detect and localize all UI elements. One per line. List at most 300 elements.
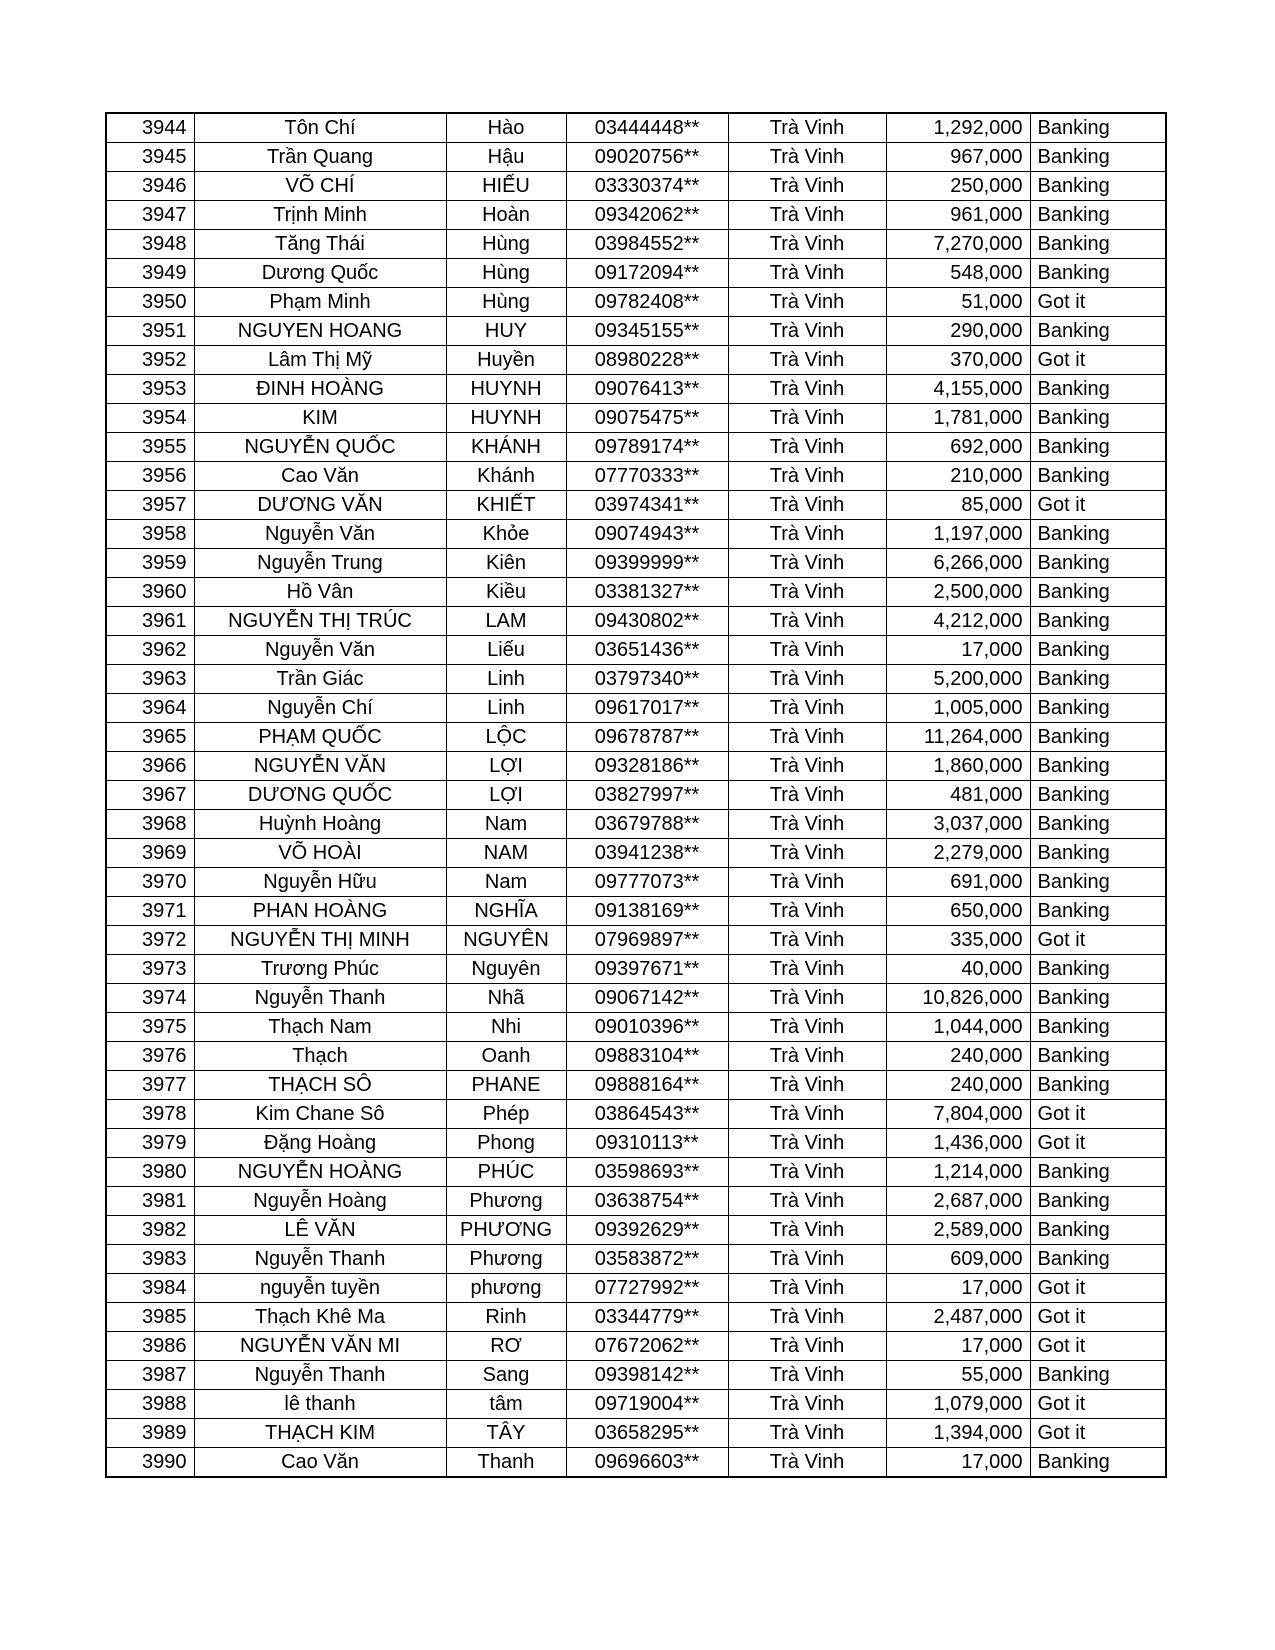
amount-cell: 2,687,000 [886,1187,1030,1216]
row-id: 3946 [106,172,194,201]
row-id: 3957 [106,491,194,520]
amount-cell: 17,000 [886,1448,1030,1478]
row-id: 3956 [106,462,194,491]
amount-cell: 2,279,000 [886,839,1030,868]
given-name-cell: Hùng [446,259,566,288]
province-cell: Trà Vinh [728,172,886,201]
phone-cell: 09883104** [566,1042,728,1071]
table-row [106,230,1166,259]
row-id: 3979 [106,1129,194,1158]
province-cell: Trà Vinh [728,1013,886,1042]
given-name-cell: HIẾU [446,172,566,201]
phone-cell: 03941238** [566,839,728,868]
table-row [106,143,1166,172]
row-id: 3970 [106,868,194,897]
payment-method-cell: Banking [1030,520,1166,549]
row-id: 3955 [106,433,194,462]
row-id: 3988 [106,1390,194,1419]
table-row [106,1129,1166,1158]
payment-method-cell: Banking [1030,694,1166,723]
surname-cell: Phạm Minh [194,288,446,317]
phone-cell: 09617017** [566,694,728,723]
province-cell: Trà Vinh [728,317,886,346]
phone-cell: 09789174** [566,433,728,462]
row-id: 3967 [106,781,194,810]
given-name-cell: Hào [446,113,566,143]
table-row [106,1332,1166,1361]
payment-method-cell: Banking [1030,839,1166,868]
given-name-cell: Liếu [446,636,566,665]
given-name-cell: Kiều [446,578,566,607]
phone-cell: 09310113** [566,1129,728,1158]
table-row [106,752,1166,781]
payment-method-cell: Banking [1030,897,1166,926]
province-cell: Trà Vinh [728,230,886,259]
row-id: 3950 [106,288,194,317]
payment-method-cell: Banking [1030,1071,1166,1100]
phone-cell: 09010396** [566,1013,728,1042]
table-row [106,375,1166,404]
surname-cell: Nguyễn Thanh [194,984,446,1013]
amount-cell: 4,212,000 [886,607,1030,636]
row-id: 3973 [106,955,194,984]
phone-cell: 03658295** [566,1419,728,1448]
table-row [106,1071,1166,1100]
phone-cell: 09777073** [566,868,728,897]
province-cell: Trà Vinh [728,636,886,665]
phone-cell: 09397671** [566,955,728,984]
payment-method-cell: Banking [1030,1361,1166,1390]
surname-cell: Hồ Vân [194,578,446,607]
amount-cell: 481,000 [886,781,1030,810]
surname-cell: Trần Giác [194,665,446,694]
surname-cell: PHẠM QUỐC [194,723,446,752]
phone-cell: 09075475** [566,404,728,433]
province-cell: Trà Vinh [728,462,886,491]
phone-cell: 09398142** [566,1361,728,1390]
table-row [106,984,1166,1013]
given-name-cell: Phương [446,1187,566,1216]
province-cell: Trà Vinh [728,578,886,607]
payment-method-cell: Banking [1030,317,1166,346]
row-id: 3968 [106,810,194,839]
payment-method-cell: Banking [1030,781,1166,810]
payment-method-cell: Got it [1030,1100,1166,1129]
surname-cell: Dương Quốc [194,259,446,288]
row-id: 3966 [106,752,194,781]
given-name-cell: PHÚC [446,1158,566,1187]
given-name-cell: LỢI [446,781,566,810]
row-id: 3959 [106,549,194,578]
phone-cell: 07770333** [566,462,728,491]
row-id: 3960 [106,578,194,607]
given-name-cell: Phương [446,1245,566,1274]
table-row [106,1419,1166,1448]
province-cell: Trà Vinh [728,201,886,230]
province-cell: Trà Vinh [728,143,886,172]
province-cell: Trà Vinh [728,1187,886,1216]
given-name-cell: LỘC [446,723,566,752]
phone-cell: 09345155** [566,317,728,346]
given-name-cell: Rinh [446,1303,566,1332]
phone-cell: 09342062** [566,201,728,230]
province-cell: Trà Vinh [728,549,886,578]
payment-method-cell: Banking [1030,1158,1166,1187]
row-id: 3949 [106,259,194,288]
amount-cell: 1,860,000 [886,752,1030,781]
phone-cell: 09328186** [566,752,728,781]
payment-method-cell: Banking [1030,723,1166,752]
phone-cell: 09067142** [566,984,728,1013]
amount-cell: 609,000 [886,1245,1030,1274]
given-name-cell: LAM [446,607,566,636]
province-cell: Trà Vinh [728,1042,886,1071]
province-cell: Trà Vinh [728,665,886,694]
payment-method-cell: Banking [1030,1042,1166,1071]
table-row [106,1013,1166,1042]
surname-cell: DƯƠNG VĂN [194,491,446,520]
payment-method-cell: Got it [1030,288,1166,317]
given-name-cell: NGHĨA [446,897,566,926]
table-row [106,1042,1166,1071]
province-cell: Trà Vinh [728,1274,886,1303]
amount-cell: 370,000 [886,346,1030,375]
payment-method-cell: Banking [1030,375,1166,404]
province-cell: Trà Vinh [728,1303,886,1332]
table-row [106,201,1166,230]
payment-method-cell: Got it [1030,1390,1166,1419]
given-name-cell: Oanh [446,1042,566,1071]
phone-cell: 03797340** [566,665,728,694]
payment-method-cell: Banking [1030,607,1166,636]
province-cell: Trà Vinh [728,781,886,810]
payment-method-cell: Banking [1030,172,1166,201]
payment-method-cell: Got it [1030,1332,1166,1361]
province-cell: Trà Vinh [728,1448,886,1478]
amount-cell: 1,214,000 [886,1158,1030,1187]
table-row [106,955,1166,984]
amount-cell: 1,394,000 [886,1419,1030,1448]
table-row [106,1448,1166,1478]
surname-cell: Cao Văn [194,1448,446,1478]
surname-cell: NGUYỄN HOÀNG [194,1158,446,1187]
surname-cell: ĐINH HOÀNG [194,375,446,404]
amount-cell: 51,000 [886,288,1030,317]
table-row [106,1303,1166,1332]
amount-cell: 1,781,000 [886,404,1030,433]
given-name-cell: Hùng [446,288,566,317]
surname-cell: Nguyễn Hoàng [194,1187,446,1216]
payment-method-cell: Banking [1030,810,1166,839]
payment-method-cell: Banking [1030,1448,1166,1478]
table-row [106,259,1166,288]
surname-cell: Nguyễn Văn [194,636,446,665]
table-row [106,665,1166,694]
phone-cell: 03974341** [566,491,728,520]
payment-method-cell: Banking [1030,201,1166,230]
surname-cell: NGUYỄN THỊ TRÚC [194,607,446,636]
province-cell: Trà Vinh [728,259,886,288]
table-row [106,433,1166,462]
amount-cell: 1,005,000 [886,694,1030,723]
row-id: 3961 [106,607,194,636]
phone-cell: 03344779** [566,1303,728,1332]
row-id: 3978 [106,1100,194,1129]
payment-method-cell: Banking [1030,1013,1166,1042]
row-id: 3965 [106,723,194,752]
given-name-cell: HUYNH [446,375,566,404]
phone-cell: 03330374** [566,172,728,201]
table-row [106,462,1166,491]
amount-cell: 240,000 [886,1042,1030,1071]
payment-method-cell: Banking [1030,578,1166,607]
surname-cell: VÕ CHÍ [194,172,446,201]
amount-cell: 691,000 [886,868,1030,897]
row-id: 3976 [106,1042,194,1071]
row-id: 3945 [106,143,194,172]
given-name-cell: Huyền [446,346,566,375]
payment-method-cell: Banking [1030,259,1166,288]
payment-method-cell: Got it [1030,1303,1166,1332]
province-cell: Trà Vinh [728,1390,886,1419]
phone-cell: 09782408** [566,288,728,317]
given-name-cell: PHƯƠNG [446,1216,566,1245]
phone-cell: 03679788** [566,810,728,839]
amount-cell: 10,826,000 [886,984,1030,1013]
given-name-cell: PHANE [446,1071,566,1100]
surname-cell: Nguyễn Văn [194,520,446,549]
row-id: 3989 [106,1419,194,1448]
phone-cell: 09392629** [566,1216,728,1245]
row-id: 3962 [106,636,194,665]
table-row [106,288,1166,317]
surname-cell: NGUYEN HOANG [194,317,446,346]
table-row [106,1216,1166,1245]
phone-cell: 09020756** [566,143,728,172]
amount-cell: 1,079,000 [886,1390,1030,1419]
province-cell: Trà Vinh [728,1332,886,1361]
surname-cell: Trương Phúc [194,955,446,984]
row-id: 3958 [106,520,194,549]
province-cell: Trà Vinh [728,346,886,375]
amount-cell: 692,000 [886,433,1030,462]
surname-cell: Nguyễn Thanh [194,1245,446,1274]
row-id: 3980 [106,1158,194,1187]
table-row [106,868,1166,897]
row-id: 3953 [106,375,194,404]
province-cell: Trà Vinh [728,926,886,955]
payment-method-cell: Banking [1030,1245,1166,1274]
payment-method-cell: Banking [1030,404,1166,433]
amount-cell: 1,044,000 [886,1013,1030,1042]
table-row [106,520,1166,549]
given-name-cell: NGUYÊN [446,926,566,955]
table-body [106,113,1166,1477]
amount-cell: 548,000 [886,259,1030,288]
given-name-cell: Sang [446,1361,566,1390]
payment-method-cell: Got it [1030,491,1166,520]
given-name-cell: Nam [446,868,566,897]
table-row [106,1274,1166,1303]
province-cell: Trà Vinh [728,1361,886,1390]
row-id: 3977 [106,1071,194,1100]
payment-method-cell: Banking [1030,433,1166,462]
amount-cell: 967,000 [886,143,1030,172]
table-row [106,578,1166,607]
given-name-cell: Phong [446,1129,566,1158]
payment-method-cell: Banking [1030,665,1166,694]
province-cell: Trà Vinh [728,897,886,926]
surname-cell: DƯƠNG QUỐC [194,781,446,810]
table-row [106,781,1166,810]
row-id: 3964 [106,694,194,723]
surname-cell: NGUYỄN VĂN [194,752,446,781]
given-name-cell: Phép [446,1100,566,1129]
province-cell: Trà Vinh [728,491,886,520]
payment-method-cell: Banking [1030,462,1166,491]
surname-cell: Đặng Hoàng [194,1129,446,1158]
row-id: 3984 [106,1274,194,1303]
given-name-cell: Khánh [446,462,566,491]
given-name-cell: Linh [446,694,566,723]
province-cell: Trà Vinh [728,1100,886,1129]
amount-cell: 290,000 [886,317,1030,346]
row-id: 3948 [106,230,194,259]
amount-cell: 335,000 [886,926,1030,955]
table-row [106,810,1166,839]
row-id: 3990 [106,1448,194,1478]
given-name-cell: Khỏe [446,520,566,549]
phone-cell: 03598693** [566,1158,728,1187]
payment-method-cell: Got it [1030,1274,1166,1303]
amount-cell: 1,292,000 [886,113,1030,143]
province-cell: Trà Vinh [728,955,886,984]
row-id: 3974 [106,984,194,1013]
amount-cell: 2,487,000 [886,1303,1030,1332]
surname-cell: KIM [194,404,446,433]
amount-cell: 11,264,000 [886,723,1030,752]
table-row [106,172,1166,201]
given-name-cell: Nhã [446,984,566,1013]
surname-cell: Thạch Nam [194,1013,446,1042]
surname-cell: PHAN HOÀNG [194,897,446,926]
phone-cell: 07969897** [566,926,728,955]
phone-cell: 07727992** [566,1274,728,1303]
amount-cell: 250,000 [886,172,1030,201]
payment-method-cell: Banking [1030,868,1166,897]
payment-method-cell: Banking [1030,230,1166,259]
amount-cell: 1,197,000 [886,520,1030,549]
given-name-cell: Nhi [446,1013,566,1042]
phone-cell: 09696603** [566,1448,728,1478]
amount-cell: 17,000 [886,1274,1030,1303]
row-id: 3947 [106,201,194,230]
surname-cell: Tôn Chí [194,113,446,143]
phone-cell: 09888164** [566,1071,728,1100]
table-row [106,694,1166,723]
payment-method-cell: Got it [1030,926,1166,955]
row-id: 3954 [106,404,194,433]
given-name-cell: NAM [446,839,566,868]
amount-cell: 17,000 [886,1332,1030,1361]
table-row [106,926,1166,955]
amount-cell: 240,000 [886,1071,1030,1100]
table-row [106,723,1166,752]
table-row [106,897,1166,926]
payment-method-cell: Got it [1030,1129,1166,1158]
payment-method-cell: Banking [1030,955,1166,984]
surname-cell: THẠCH KIM [194,1419,446,1448]
phone-cell: 09138169** [566,897,728,926]
given-name-cell: Kiên [446,549,566,578]
phone-cell: 09172094** [566,259,728,288]
payment-method-cell: Banking [1030,1216,1166,1245]
amount-cell: 5,200,000 [886,665,1030,694]
surname-cell: Lâm Thị Mỹ [194,346,446,375]
row-id: 3985 [106,1303,194,1332]
table-row [106,404,1166,433]
given-name-cell: LỢI [446,752,566,781]
amount-cell: 7,804,000 [886,1100,1030,1129]
phone-cell: 09430802** [566,607,728,636]
given-name-cell: Nguyên [446,955,566,984]
surname-cell: NGUYỄN THỊ MINH [194,926,446,955]
province-cell: Trà Vinh [728,984,886,1013]
province-cell: Trà Vinh [728,839,886,868]
province-cell: Trà Vinh [728,723,886,752]
table-row [106,317,1166,346]
surname-cell: NGUYỄN VĂN MI [194,1332,446,1361]
table-row [106,549,1166,578]
table-row [106,346,1166,375]
given-name-cell: HUY [446,317,566,346]
given-name-cell: HUYNH [446,404,566,433]
surname-cell: Cao Văn [194,462,446,491]
phone-cell: 09399999** [566,549,728,578]
phone-cell: 03444448** [566,113,728,143]
amount-cell: 2,589,000 [886,1216,1030,1245]
province-cell: Trà Vinh [728,433,886,462]
given-name-cell: Thanh [446,1448,566,1478]
row-id: 3975 [106,1013,194,1042]
province-cell: Trà Vinh [728,375,886,404]
province-cell: Trà Vinh [728,113,886,143]
phone-cell: 03827997** [566,781,728,810]
surname-cell: VÕ HOÀI [194,839,446,868]
phone-cell: 09719004** [566,1390,728,1419]
given-name-cell: TÂY [446,1419,566,1448]
row-id: 3983 [106,1245,194,1274]
province-cell: Trà Vinh [728,1129,886,1158]
province-cell: Trà Vinh [728,288,886,317]
surname-cell: Nguyễn Hữu [194,868,446,897]
table-row [106,607,1166,636]
amount-cell: 2,500,000 [886,578,1030,607]
amount-cell: 17,000 [886,636,1030,665]
surname-cell: Tăng Thái [194,230,446,259]
payment-method-cell: Banking [1030,636,1166,665]
table-row [106,1187,1166,1216]
surname-cell: Nguyễn Chí [194,694,446,723]
province-cell: Trà Vinh [728,868,886,897]
amount-cell: 55,000 [886,1361,1030,1390]
given-name-cell: phương [446,1274,566,1303]
amount-cell: 40,000 [886,955,1030,984]
payment-method-cell: Banking [1030,113,1166,143]
recipients-table [105,112,1167,1478]
surname-cell: NGUYỄN QUỐC [194,433,446,462]
province-cell: Trà Vinh [728,1216,886,1245]
